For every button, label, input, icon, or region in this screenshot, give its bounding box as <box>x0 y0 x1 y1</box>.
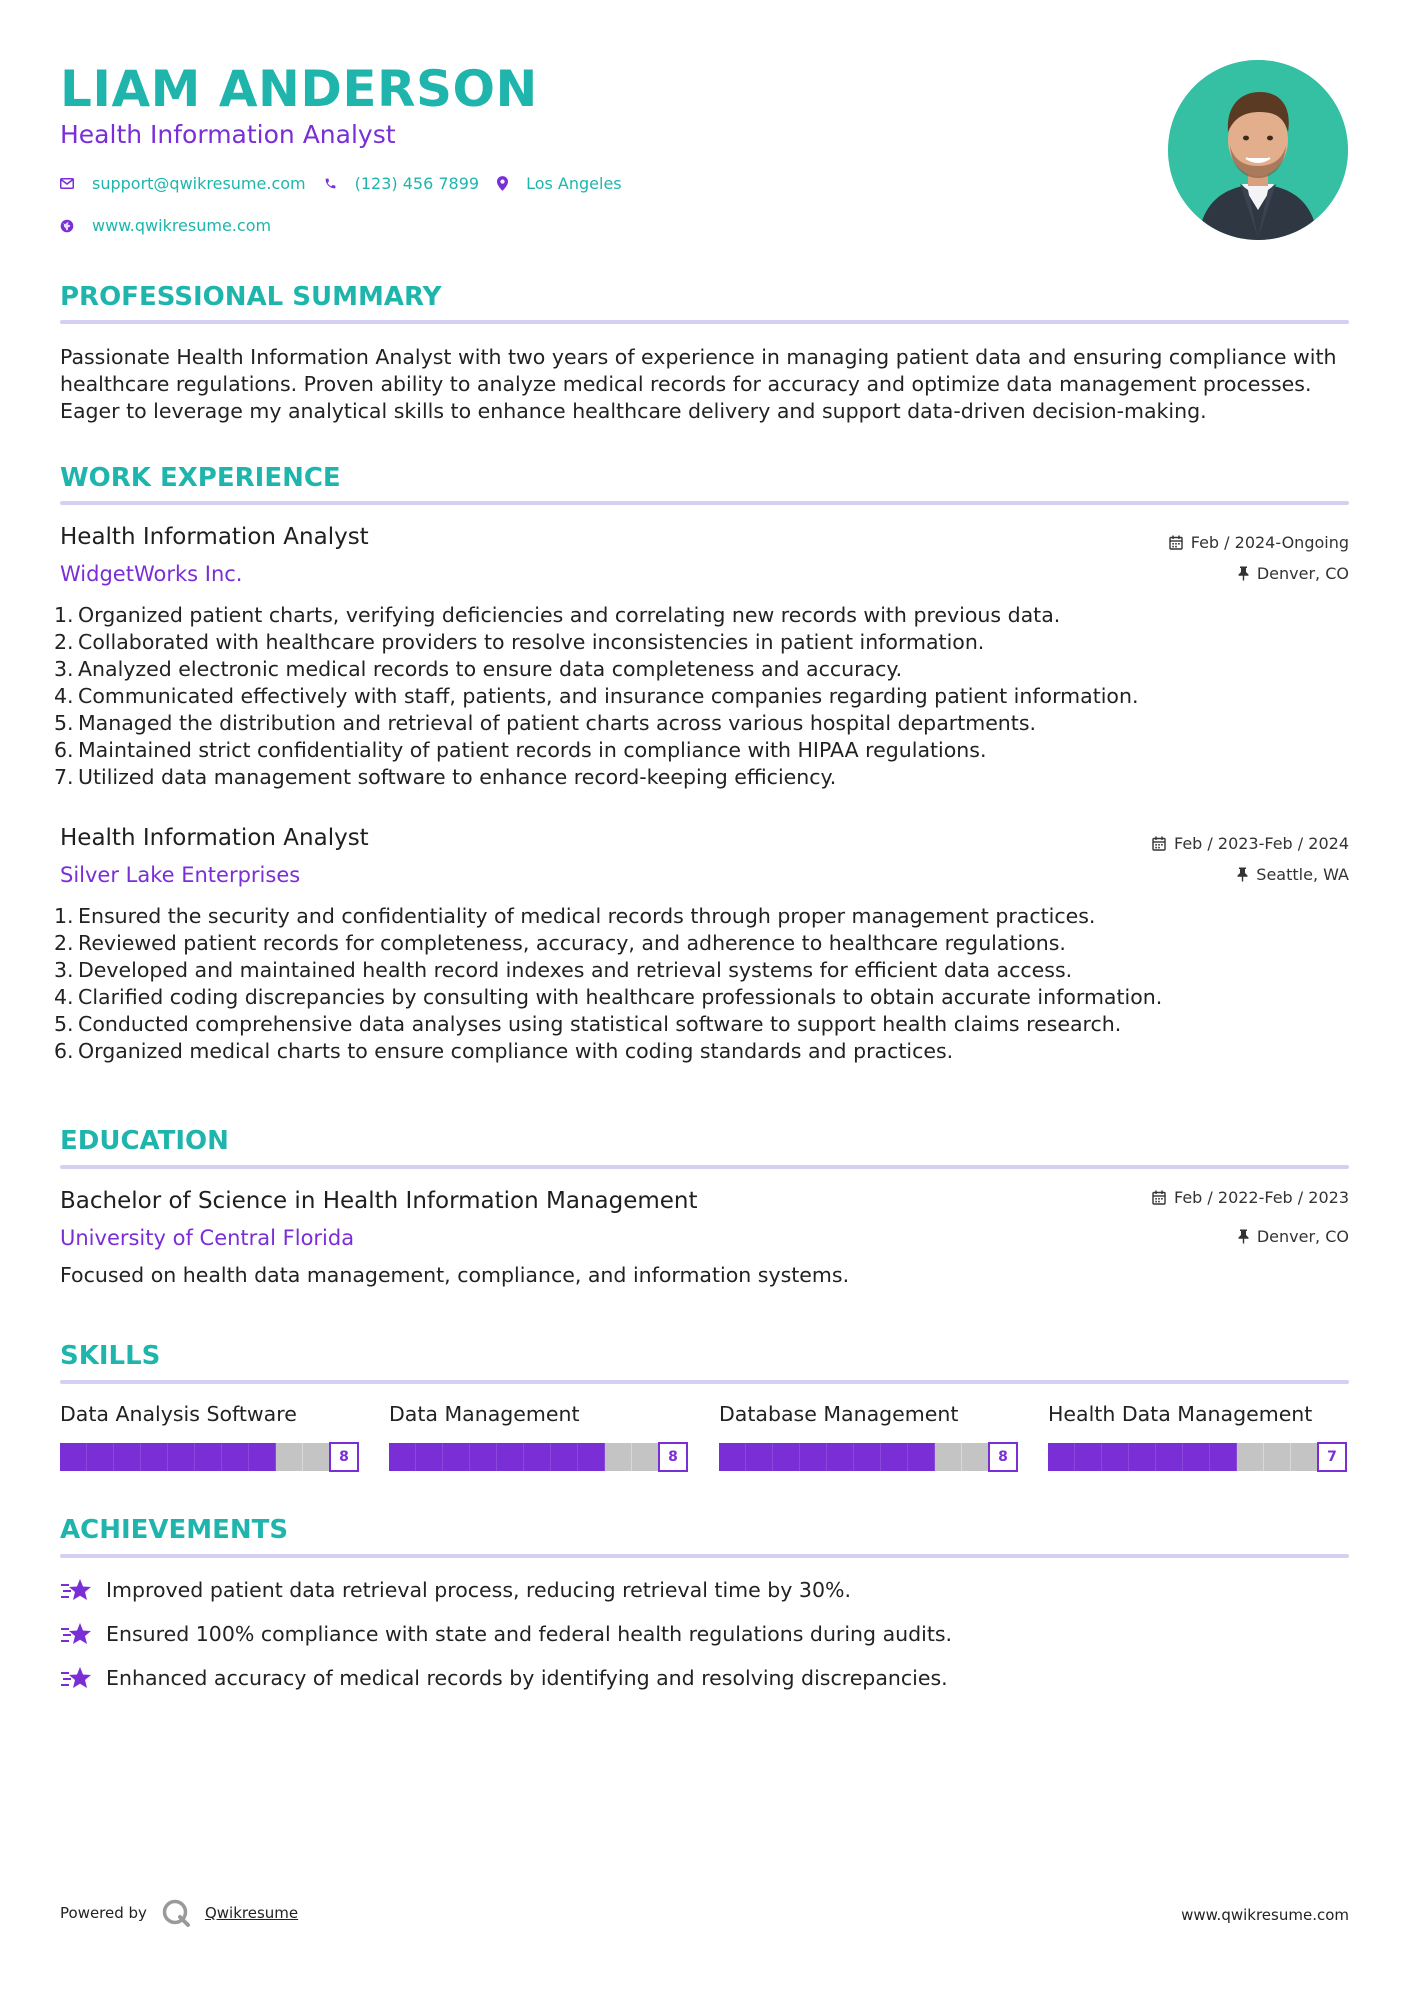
education-description: Focused on health data management, compliance, and information systems. <box>60 1263 850 1287</box>
education-location <box>1238 1227 1349 1246</box>
skill-bar-fill <box>1048 1443 1237 1471</box>
skill-bar-segment <box>389 1443 416 1471</box>
qwikresume-link[interactable]: Qwikresume <box>204 1904 299 1922</box>
map-pin-icon <box>497 176 508 191</box>
skill-bar-segment <box>141 1443 168 1471</box>
shooting-star-icon <box>60 1621 94 1647</box>
contact-row <box>60 174 640 193</box>
shooting-star-icon <box>60 1577 94 1603</box>
list-item: 5. Conducted comprehensive data analyses using statistical software to support health claims research. <box>54 1012 1122 1036</box>
calendar-icon <box>1152 836 1166 851</box>
skill-name: Health Data Management <box>1048 1402 1313 1426</box>
skill-bar-empty <box>276 1443 330 1471</box>
education-location-text: Denver, CO <box>1256 1227 1349 1246</box>
skill-bar-segment <box>1183 1443 1210 1471</box>
skill-name: Database Management <box>719 1402 959 1426</box>
skill-bar-segment <box>773 1443 800 1471</box>
skill-item <box>389 1402 688 1472</box>
degree-title: Bachelor of Science in Health Information Management <box>60 1188 698 1214</box>
website-item[interactable] <box>60 216 271 235</box>
skill-meter <box>1048 1442 1347 1472</box>
job-location-text: Denver, CO <box>1256 564 1349 583</box>
achievement-text: Improved patient data retrieval process, reducing retrieval time by 30%. <box>106 1578 851 1602</box>
skill-bar-segment <box>881 1443 908 1471</box>
skill-bar-track <box>1048 1443 1318 1471</box>
skill-bar-fill <box>389 1443 605 1471</box>
job-company: WidgetWorks Inc. <box>60 562 243 586</box>
skill-bar-segment <box>605 1443 632 1471</box>
skill-bar-segment <box>1156 1443 1183 1471</box>
job-location <box>1237 865 1349 884</box>
website-row <box>60 216 289 235</box>
email-link[interactable]: support@qwikresume.com <box>92 174 306 193</box>
pushpin-icon <box>1237 867 1248 882</box>
skill-bar-segment <box>1075 1443 1102 1471</box>
list-item: 7. Utilized data management software to enhance record-keeping efficiency. <box>54 765 837 789</box>
education-dates <box>1152 1188 1349 1207</box>
candidate-name: LIAM ANDERSON <box>60 60 538 118</box>
skill-bar-segment <box>1210 1443 1237 1471</box>
experience-heading: WORK EXPERIENCE <box>60 463 341 493</box>
list-item: 6. Organized medical charts to ensure compliance with coding standards and practices. <box>54 1039 954 1063</box>
skill-bar-segment <box>303 1443 330 1471</box>
list-item: 3. Analyzed electronic medical records to ensure data completeness and accuracy. <box>54 657 903 681</box>
shooting-star-icon <box>60 1665 94 1691</box>
skill-item <box>719 1402 1018 1472</box>
skill-bar-segment <box>746 1443 773 1471</box>
footer-powered-by <box>60 1898 298 1928</box>
skill-bar-empty <box>605 1443 659 1471</box>
skill-score: 8 <box>988 1442 1018 1472</box>
list-item: 2. Reviewed patient records for completeness, accuracy, and adherence to healthcare regulations. <box>54 931 1066 955</box>
skill-bar-segment <box>1129 1443 1156 1471</box>
skill-bar-segment <box>114 1443 141 1471</box>
education-dates-text: Feb / 2022-Feb / 2023 <box>1174 1188 1349 1207</box>
calendar-icon <box>1169 535 1183 550</box>
section-divider <box>60 320 1349 324</box>
skill-bar-segment <box>551 1443 578 1471</box>
skill-bar-segment <box>524 1443 551 1471</box>
skill-bar-segment <box>416 1443 443 1471</box>
skill-bar-segment <box>935 1443 962 1471</box>
summary-text: Passionate Health Information Analyst with two years of experience in managing patient data and ensuring compliance with healthcare regulations. Proven ability to analyze medical records for accuracy and optimize data management processes. Eager to leverage my analytical skills to enhance healthcare delivery and support data-driven decision-making. <box>60 345 1337 423</box>
section-divider <box>60 1380 1349 1384</box>
job-title: Health Information Analyst <box>60 524 369 550</box>
skill-bar-segment <box>632 1443 659 1471</box>
phone-icon <box>324 177 337 190</box>
skill-bar-segment <box>854 1443 881 1471</box>
avatar-illustration <box>1168 60 1348 240</box>
phone-item[interactable] <box>324 174 479 193</box>
skill-bar-empty <box>1237 1443 1318 1471</box>
skill-bar-segment <box>60 1443 87 1471</box>
location-text: Los Angeles <box>526 174 622 193</box>
skill-bar-track <box>60 1443 330 1471</box>
pushpin-icon <box>1238 1229 1249 1244</box>
achievement-item <box>60 1621 952 1647</box>
summary-heading: PROFESSIONAL SUMMARY <box>60 282 442 312</box>
skill-meter <box>719 1442 1018 1472</box>
skill-bar-segment <box>87 1443 114 1471</box>
achievement-text: Enhanced accuracy of medical records by identifying and resolving discrepancies. <box>106 1666 948 1690</box>
mail-icon <box>60 178 74 189</box>
skill-score: 8 <box>658 1442 688 1472</box>
skill-bar-fill <box>719 1443 935 1471</box>
skill-bar-segment <box>222 1443 249 1471</box>
skill-score: 8 <box>329 1442 359 1472</box>
section-divider <box>60 1165 1349 1169</box>
job-location <box>1238 564 1349 583</box>
job-bullets <box>54 903 1354 1065</box>
skill-bar-segment <box>908 1443 935 1471</box>
globe-icon <box>60 219 74 233</box>
skill-item <box>1048 1402 1347 1472</box>
school-name: University of Central Florida <box>60 1226 355 1250</box>
skill-meter <box>60 1442 359 1472</box>
email-item[interactable] <box>60 174 306 193</box>
job-title: Health Information Analyst <box>60 825 369 851</box>
skill-bar-segment <box>719 1443 746 1471</box>
list-item: 2. Collaborated with healthcare providers to resolve inconsistencies in patient information. <box>54 630 985 654</box>
list-item: 4. Clarified coding discrepancies by consulting with healthcare professionals to obtain accurate information. <box>54 985 1163 1009</box>
list-item: 3. Developed and maintained health record indexes and retrieval systems for efficient data access. <box>54 958 1073 982</box>
skill-bar-segment <box>827 1443 854 1471</box>
skill-bar-segment <box>1264 1443 1291 1471</box>
skill-bar-segment <box>1102 1443 1129 1471</box>
skill-bar-segment <box>1237 1443 1264 1471</box>
qwikresume-logo-icon <box>161 1898 191 1928</box>
list-item: 5. Managed the distribution and retrieval of patient charts across various hospital departments. <box>54 711 1037 735</box>
skill-bar-segment <box>195 1443 222 1471</box>
achievement-text: Ensured 100% compliance with state and federal health regulations during audits. <box>106 1622 953 1646</box>
list-item: 4. Communicated effectively with staff, patients, and insurance companies regarding patient information. <box>54 684 1139 708</box>
skill-bar-segment <box>800 1443 827 1471</box>
skill-name: Data Management <box>389 1402 580 1426</box>
section-divider <box>60 501 1349 505</box>
skill-bar-segment <box>276 1443 303 1471</box>
candidate-title: Health Information Analyst <box>60 120 396 149</box>
footer-url[interactable]: www.qwikresume.com <box>1181 1906 1349 1924</box>
list-item: 1. Ensured the security and confidentiality of medical records through proper management practices. <box>54 904 1096 928</box>
skill-bar-track <box>389 1443 659 1471</box>
job-bullets <box>54 602 1354 791</box>
skill-bar-segment <box>249 1443 276 1471</box>
achievement-item <box>60 1577 851 1603</box>
job-company: Silver Lake Enterprises <box>60 863 301 887</box>
skill-bar-segment <box>470 1443 497 1471</box>
job-dates <box>1152 834 1349 853</box>
website-link[interactable]: www.qwikresume.com <box>92 216 272 235</box>
skill-bar-segment <box>168 1443 195 1471</box>
skill-bar-fill <box>60 1443 276 1471</box>
job-location-text: Seattle, WA <box>1256 865 1349 884</box>
skill-bar-segment <box>1048 1443 1075 1471</box>
skill-score: 7 <box>1317 1442 1347 1472</box>
skill-bar-track <box>719 1443 989 1471</box>
job-dates-text: Feb / 2023-Feb / 2024 <box>1174 834 1349 853</box>
education-heading: EDUCATION <box>60 1126 229 1156</box>
skill-meter <box>389 1442 688 1472</box>
skill-bar-segment <box>962 1443 989 1471</box>
job-dates <box>1169 533 1349 552</box>
job-dates-text: Feb / 2024-Ongoing <box>1190 533 1349 552</box>
powered-by-label: Powered by <box>60 1904 147 1922</box>
skill-bar-empty <box>935 1443 989 1471</box>
profile-photo <box>1168 60 1348 240</box>
pushpin-icon <box>1238 566 1249 581</box>
skill-name: Data Analysis Software <box>60 1402 297 1426</box>
skills-heading: SKILLS <box>60 1341 161 1371</box>
phone-text[interactable]: (123) 456 7899 <box>354 174 480 193</box>
list-item: 6. Maintained strict confidentiality of patient records in compliance with HIPAA regulations. <box>54 738 987 762</box>
location-item <box>497 174 622 193</box>
skill-bar-segment <box>497 1443 524 1471</box>
section-divider <box>60 1554 1349 1558</box>
skill-bar-segment <box>1291 1443 1318 1471</box>
list-item: 1. Organized patient charts, verifying deficiencies and correlating new records with previous data. <box>54 603 1061 627</box>
achievement-item <box>60 1665 948 1691</box>
skill-bar-segment <box>578 1443 605 1471</box>
skill-bar-segment <box>443 1443 470 1471</box>
skill-item <box>60 1402 359 1472</box>
calendar-icon <box>1152 1190 1166 1205</box>
achievements-heading: ACHIEVEMENTS <box>60 1515 289 1545</box>
